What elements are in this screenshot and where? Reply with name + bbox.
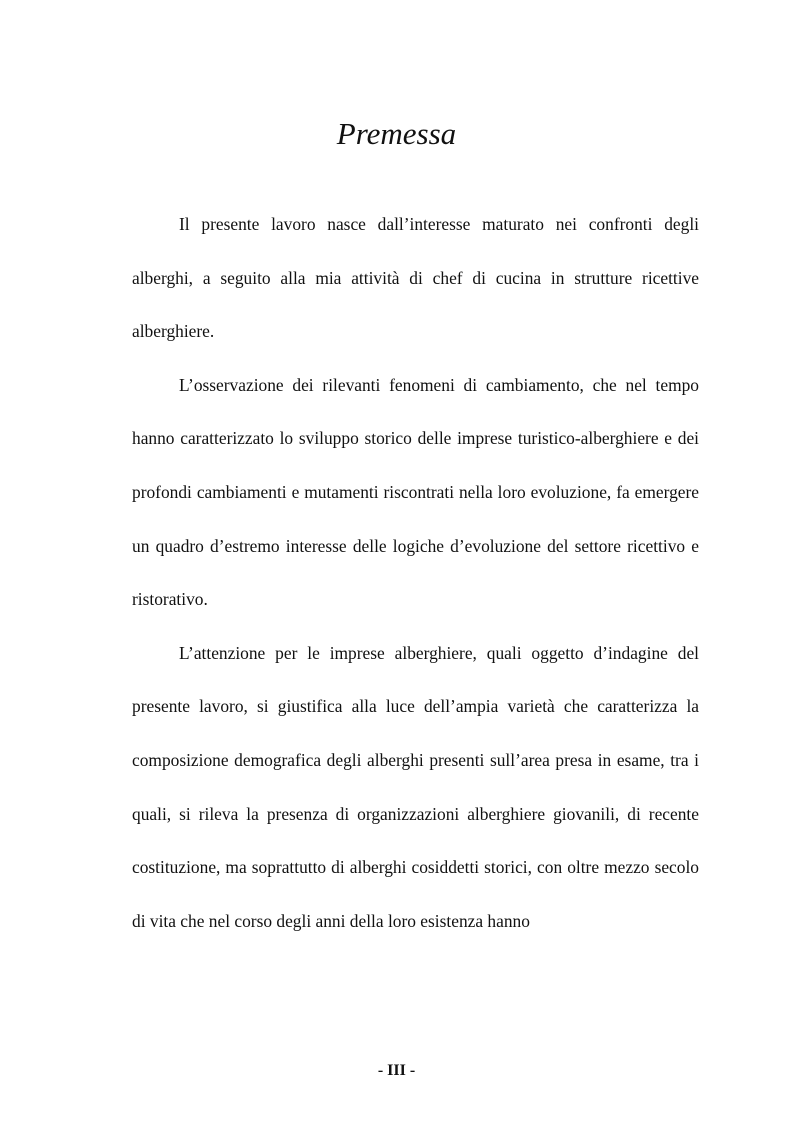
body-text [132, 198, 699, 948]
paragraph-1: Il presente lavoro nasce dall’interesse maturato nei confronti degli alberghi, a seguito alla mia attività di chef di cucina in strutture ricettive alberghiere. [132, 214, 699, 342]
page-number: - III - [377, 1062, 416, 1079]
paragraph-3: L’attenzione per le imprese alberghiere, quali oggetto d’indagine del presente lavoro, si giustifica alla luce dell’ampia varietà che caratterizza la composizione demografica degli alberghi presenti sull’area presa in esame, tra i quali, si rileva la presenza di organizzazioni alberghiere giovanili, di recente costituzione, ma soprattutto di alberghi cosiddetti storici, con oltre mezzo secolo di vita che nel corso degli anni della loro esistenza hanno [132, 642, 699, 931]
paragraph-2: L’osservazione dei rilevanti fenomeni di cambiamento, che nel tempo hanno caratterizzato lo sviluppo storico delle imprese turistico-alberghiere e dei profondi cambiamenti e mutamenti riscontrati nella loro evoluzione, fa emergere un quadro d’estremo interesse delle logiche d’evoluzione del settore ricettivo e ristorativo. [132, 374, 699, 610]
page-title: Premessa [336, 116, 457, 151]
